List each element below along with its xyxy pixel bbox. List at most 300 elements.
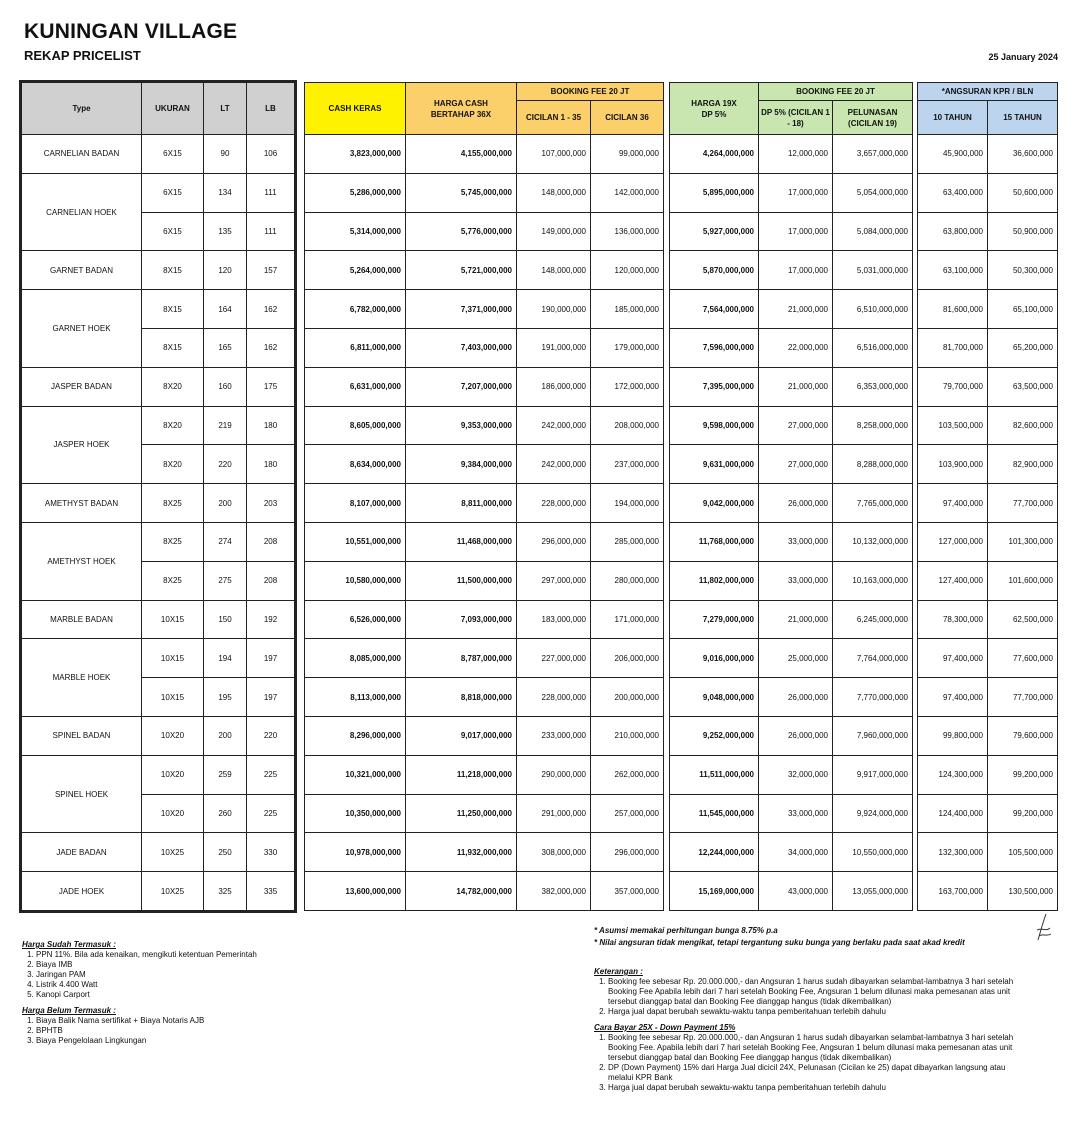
cicilan-1-35-value: 191,000,000 [517,328,591,367]
unit-type: SPINEL HOEK [22,755,142,833]
unit-lb: 220 [247,716,295,755]
dp5-value: 43,000,000 [759,872,833,911]
cicilan-36-value: 120,000,000 [591,251,664,290]
angsuran-15-tahun-value: 77,700,000 [988,484,1058,523]
table-row [305,135,664,174]
angsuran-10-tahun-value: 97,400,000 [918,678,988,717]
dp5-value: 33,000,000 [759,522,833,561]
angsuran-10-tahun-value: 63,100,000 [918,251,988,290]
unit-lb: 111 [247,212,295,251]
cicilan-1-35-value: 228,000,000 [517,484,591,523]
list-item: 1. Biaya Balik Nama sertifikat + Biaya Notaris AJB [36,1016,322,1026]
unit-type: JASPER HOEK [22,406,142,484]
angsuran-15-tahun-value: 62,500,000 [988,600,1058,639]
angsuran-10-tahun-value: 45,900,000 [918,135,988,174]
included-list [22,950,322,1000]
unit-lt: 275 [204,561,247,600]
list-item: 3. Biaya Pengelolaan Lingkungan [36,1036,322,1046]
unit-type: MARBLE HOEK [22,639,142,717]
cicilan-1-35-value: 186,000,000 [517,367,591,406]
table-row [22,639,295,678]
cicilan-36-value: 200,000,000 [591,678,664,717]
unit-type: GARNET HOEK [22,290,142,368]
table-row [670,639,913,678]
table-row [670,561,913,600]
table-row [670,406,913,445]
pelunasan-value: 10,550,000,000 [833,833,913,872]
harga-cash-bertahap-value: 8,811,000,000 [406,484,517,523]
table-row [918,794,1058,833]
unit-ukuran: 10X15 [142,678,204,717]
angsuran-15-tahun-value: 82,600,000 [988,406,1058,445]
terms-section [594,967,1024,1093]
cicilan-1-35-value: 291,000,000 [517,794,591,833]
angsuran-10-tahun-value: 103,900,000 [918,445,988,484]
cash-keras-value: 8,634,000,000 [305,445,406,484]
cicilan-1-35-value: 290,000,000 [517,755,591,794]
dp5-value: 32,000,000 [759,755,833,794]
pelunasan-value: 10,163,000,000 [833,561,913,600]
unit-lt: 259 [204,755,247,794]
table-row [918,833,1058,872]
cicilan-1-35-value: 308,000,000 [517,833,591,872]
unit-lb: 197 [247,639,295,678]
unit-lb: 197 [247,678,295,717]
cicilan-1-35-value: 107,000,000 [517,135,591,174]
cash-keras-value: 6,811,000,000 [305,328,406,367]
cash-keras-value: 8,107,000,000 [305,484,406,523]
dp5-value: 33,000,000 [759,561,833,600]
header-ukuran: UKURAN [142,83,204,135]
pelunasan-value: 5,054,000,000 [833,173,913,212]
table-row [305,367,664,406]
unit-lt: 250 [204,833,247,872]
angsuran-10-tahun-value: 97,400,000 [918,639,988,678]
table-row [305,484,664,523]
angsuran-10-tahun-value: 124,400,000 [918,794,988,833]
table-row [22,600,295,639]
harga-19x-value: 9,016,000,000 [670,639,759,678]
keterangan-list [594,977,1024,1017]
pelunasan-value: 10,132,000,000 [833,522,913,561]
cash-keras-value: 5,314,000,000 [305,212,406,251]
unit-lb: 225 [247,794,295,833]
cicilan-36-value: 357,000,000 [591,872,664,911]
table-row [670,173,913,212]
table-row [670,212,913,251]
harga-cash-bertahap-value: 11,932,000,000 [406,833,517,872]
unit-lt: 219 [204,406,247,445]
unit-lt: 325 [204,872,247,911]
angsuran-15-tahun-value: 101,600,000 [988,561,1058,600]
unit-ukuran: 10X15 [142,639,204,678]
dp5-value: 33,000,000 [759,794,833,833]
angsuran-15-tahun-value: 63,500,000 [988,367,1058,406]
unit-lt: 194 [204,639,247,678]
table-row [670,833,913,872]
angsuran-15-tahun-value: 50,900,000 [988,212,1058,251]
cash-keras-value: 10,978,000,000 [305,833,406,872]
unit-ukuran: 10X15 [142,600,204,639]
angsuran-15-tahun-value: 82,900,000 [988,445,1058,484]
unit-lb: 330 [247,833,295,872]
angsuran-15-tahun-value: 77,700,000 [988,678,1058,717]
pelunasan-value: 9,924,000,000 [833,794,913,833]
harga-cash-bertahap-value: 5,721,000,000 [406,251,517,290]
signature-mark [1034,912,1054,944]
table-row [670,678,913,717]
list-item: 5. Kanopi Carport [36,990,322,1000]
unit-lb: 162 [247,290,295,329]
angsuran-15-tahun-value: 50,600,000 [988,173,1058,212]
unit-ukuran: 8X20 [142,445,204,484]
harga-19x-value: 5,927,000,000 [670,212,759,251]
unit-lt: 135 [204,212,247,251]
harga-19x-value: 4,264,000,000 [670,135,759,174]
cash-keras-value: 8,085,000,000 [305,639,406,678]
harga-19x-value: 11,802,000,000 [670,561,759,600]
unit-spec-table [21,82,295,911]
table-row [670,794,913,833]
unit-type: AMETHYST HOEK [22,522,142,600]
angsuran-15-tahun-value: 130,500,000 [988,872,1058,911]
list-item: 1. Booking fee sebesar Rp. 20.000.000,- dan Angsuran 1 harus sudah dibayarkan selambat-lambatnya 3 hari setelah Booking Fee Apabila lebih dari 7 hari setelah Booking Fee, Angsuran 1 belum dilunasi maka pemesanan atas unit tersebut dianggap batal dan Booking Fee dianggap hangus (tidak dikembalikan) [608,977,1024,1007]
cicilan-36-value: 280,000,000 [591,561,664,600]
pelunasan-value: 6,245,000,000 [833,600,913,639]
table-row [305,600,664,639]
unit-type: JADE HOEK [22,872,142,911]
unit-lt: 160 [204,367,247,406]
table-row [22,406,295,445]
cicilan-36-value: 206,000,000 [591,639,664,678]
harga-19x-value: 15,169,000,000 [670,872,759,911]
harga-cash-bertahap-value: 11,500,000,000 [406,561,517,600]
header-10-tahun: 10 TAHUN [918,101,988,135]
unit-ukuran: 8X25 [142,561,204,600]
unit-ukuran: 8X15 [142,251,204,290]
unit-type: MARBLE BADAN [22,600,142,639]
cicilan-36-value: 171,000,000 [591,600,664,639]
unit-ukuran: 8X20 [142,367,204,406]
angsuran-15-tahun-value: 99,200,000 [988,755,1058,794]
cicilan-36-value: 257,000,000 [591,794,664,833]
assumption-notes [594,926,1034,948]
excluded-heading: Harga Belum Termasuk : [22,1006,116,1015]
header-type: Type [22,83,142,135]
unit-type: JASPER BADAN [22,367,142,406]
angsuran-10-tahun-value: 127,400,000 [918,561,988,600]
included-heading: Harga Sudah Termasuk : [22,940,116,949]
table-row [918,678,1058,717]
harga-19x-value: 12,244,000,000 [670,833,759,872]
harga-19x-value: 11,511,000,000 [670,755,759,794]
cicilan-1-35-value: 242,000,000 [517,445,591,484]
table-row [918,367,1058,406]
unit-type: AMETHYST BADAN [22,484,142,523]
angsuran-15-tahun-value: 101,300,000 [988,522,1058,561]
table-row [22,251,295,290]
header-15-tahun: 15 TAHUN [988,101,1058,135]
table-row [670,716,913,755]
cara-bayar-list [594,1033,1024,1093]
cicilan-36-value: 208,000,000 [591,406,664,445]
page-title: KUNINGAN VILLAGE [24,20,238,43]
document-date: 25 January 2024 [988,52,1058,62]
cicilan-1-35-value: 382,000,000 [517,872,591,911]
table-row [918,290,1058,329]
cicilan-1-35-value: 297,000,000 [517,561,591,600]
angsuran-15-tahun-value: 79,600,000 [988,716,1058,755]
table-row [305,872,664,911]
cash-keras-value: 5,264,000,000 [305,251,406,290]
dp5-value: 17,000,000 [759,173,833,212]
cash-keras-value: 5,286,000,000 [305,173,406,212]
cash-keras-value: 10,580,000,000 [305,561,406,600]
angsuran-10-tahun-value: 132,300,000 [918,833,988,872]
harga-19x-value: 11,768,000,000 [670,522,759,561]
unit-ukuran: 6X15 [142,212,204,251]
dp5-value: 21,000,000 [759,367,833,406]
harga-19x-value: 5,895,000,000 [670,173,759,212]
table-row [918,406,1058,445]
angsuran-10-tahun-value: 103,500,000 [918,406,988,445]
harga-19x-value: 7,596,000,000 [670,328,759,367]
harga-19x-value: 9,598,000,000 [670,406,759,445]
unit-lt: 200 [204,484,247,523]
angsuran-10-tahun-value: 97,400,000 [918,484,988,523]
angsuran-10-tahun-value: 78,300,000 [918,600,988,639]
angsuran-10-tahun-value: 124,300,000 [918,755,988,794]
unit-lt: 134 [204,173,247,212]
table-row [305,716,664,755]
angsuran-10-tahun-value: 63,800,000 [918,212,988,251]
table-row [670,135,913,174]
list-item: 3. Jaringan PAM [36,970,322,980]
cicilan-36-value: 172,000,000 [591,367,664,406]
table-row [918,639,1058,678]
pelunasan-value: 7,770,000,000 [833,678,913,717]
cicilan-1-35-value: 149,000,000 [517,212,591,251]
angsuran-10-tahun-value: 63,400,000 [918,173,988,212]
cicilan-36-value: 262,000,000 [591,755,664,794]
header-harga-19x: HARGA 19X DP 5% [670,83,759,135]
dp5-value: 17,000,000 [759,251,833,290]
pelunasan-value: 13,055,000,000 [833,872,913,911]
cicilan-36-value: 185,000,000 [591,290,664,329]
harga-19x-value: 5,870,000,000 [670,251,759,290]
cicilan-1-35-value: 148,000,000 [517,173,591,212]
cicilan-1-35-value: 242,000,000 [517,406,591,445]
table-row [22,290,295,329]
unit-lb: 106 [247,135,295,174]
angsuran-10-tahun-value: 79,700,000 [918,367,988,406]
unit-lb: 162 [247,328,295,367]
unit-ukuran: 10X25 [142,833,204,872]
table-row [670,600,913,639]
table-row [918,251,1058,290]
unit-type: CARNELIAN HOEK [22,173,142,251]
harga-cash-bertahap-value: 8,787,000,000 [406,639,517,678]
table-row [22,135,295,174]
table-row [305,833,664,872]
unit-lt: 220 [204,445,247,484]
unit-lt: 150 [204,600,247,639]
angsuran-10-tahun-value: 81,600,000 [918,290,988,329]
table-row [305,561,664,600]
angsuran-15-tahun-value: 105,500,000 [988,833,1058,872]
cash-keras-value: 8,296,000,000 [305,716,406,755]
pelunasan-value: 8,288,000,000 [833,445,913,484]
unit-lb: 157 [247,251,295,290]
list-item: 2. BPHTB [36,1026,322,1036]
table-row [918,212,1058,251]
unit-type: JADE BADAN [22,833,142,872]
table-row [22,367,295,406]
harga-19x-value: 7,279,000,000 [670,600,759,639]
dp5-value: 26,000,000 [759,484,833,523]
header-angsuran-kpr: *ANGSURAN KPR / BLN [918,83,1058,101]
harga-19x-value: 9,631,000,000 [670,445,759,484]
cicilan-36-value: 136,000,000 [591,212,664,251]
harga-cash-bertahap-value: 9,017,000,000 [406,716,517,755]
harga-19x-value: 9,042,000,000 [670,484,759,523]
excluded-list [22,1016,322,1046]
angsuran-15-tahun-value: 77,600,000 [988,639,1058,678]
unit-ukuran: 10X20 [142,755,204,794]
unit-lb: 208 [247,561,295,600]
table-row [670,755,913,794]
pelunasan-value: 5,084,000,000 [833,212,913,251]
harga-19x-value: 9,048,000,000 [670,678,759,717]
harga-cash-bertahap-value: 7,371,000,000 [406,290,517,329]
cara-bayar-heading: Cara Bayar 25X - Down Payment 15% [594,1023,736,1032]
unit-lb: 208 [247,522,295,561]
harga-cash-bertahap-value: 4,155,000,000 [406,135,517,174]
unit-lb: 203 [247,484,295,523]
cicilan-1-35-value: 183,000,000 [517,600,591,639]
harga-cash-bertahap-value: 9,384,000,000 [406,445,517,484]
cash-keras-value: 6,782,000,000 [305,290,406,329]
cicilan-36-value: 237,000,000 [591,445,664,484]
unit-lb: 180 [247,445,295,484]
table-row [22,833,295,872]
cash-keras-value: 6,631,000,000 [305,367,406,406]
table-row [22,522,295,561]
table-row [670,290,913,329]
cicilan-1-35-value: 148,000,000 [517,251,591,290]
unit-ukuran: 10X25 [142,872,204,911]
pelunasan-value: 7,960,000,000 [833,716,913,755]
dp5-value: 27,000,000 [759,445,833,484]
header-lt: LT [204,83,247,135]
table-row [305,522,664,561]
cash-keras-value: 6,526,000,000 [305,600,406,639]
page-subtitle: REKAP PRICELIST [24,48,141,63]
list-item: 2. DP (Down Payment) 15% dari Harga Jual dicicil 24X, Pelunasan (Cicilan ke 25) dapat dibayarkan langsung atau melalui KPR Bank [608,1063,1024,1083]
table-row [918,561,1058,600]
header-lb: LB [247,83,295,135]
unit-ukuran: 8X15 [142,328,204,367]
harga-cash-bertahap-value: 11,250,000,000 [406,794,517,833]
cash-keras-value: 8,113,000,000 [305,678,406,717]
dp5-value: 22,000,000 [759,328,833,367]
table-row [305,406,664,445]
harga-19x-value: 11,545,000,000 [670,794,759,833]
table-row [918,173,1058,212]
pelunasan-value: 7,764,000,000 [833,639,913,678]
harga-cash-bertahap-value: 8,818,000,000 [406,678,517,717]
cash-keras-value: 8,605,000,000 [305,406,406,445]
table-row [305,794,664,833]
dp-price-table [669,82,913,911]
list-item: 2. Harga jual dapat berubah sewaktu-waktu tanpa pemberitahuan terlebih dahulu [608,1007,1024,1017]
table-row [918,872,1058,911]
pelunasan-value: 6,516,000,000 [833,328,913,367]
angsuran-15-tahun-value: 65,200,000 [988,328,1058,367]
unit-ukuran: 10X20 [142,716,204,755]
unit-lt: 165 [204,328,247,367]
table-row [305,445,664,484]
table-row [670,445,913,484]
cicilan-36-value: 142,000,000 [591,173,664,212]
table-row [918,755,1058,794]
harga-cash-bertahap-value: 9,353,000,000 [406,406,517,445]
harga-cash-bertahap-value: 7,403,000,000 [406,328,517,367]
header-cicilan-36: CICILAN 36 [591,101,664,135]
angsuran-15-tahun-value: 65,100,000 [988,290,1058,329]
table-row [22,716,295,755]
unit-lt: 195 [204,678,247,717]
table-row [918,716,1058,755]
cicilan-1-35-value: 227,000,000 [517,639,591,678]
list-item: 2. Biaya IMB [36,960,322,970]
harga-cash-bertahap-value: 11,468,000,000 [406,522,517,561]
unit-lt: 164 [204,290,247,329]
angsuran-15-tahun-value: 99,200,000 [988,794,1058,833]
cash-price-table [304,82,664,911]
list-item: 3. Harga jual dapat berubah sewaktu-waktu tanpa pemberitahuan terlebih dahulu [608,1083,1024,1093]
header-pelunasan: PELUNASAN (CICILAN 19) [833,101,913,135]
table-row [918,522,1058,561]
angsuran-10-tahun-value: 127,000,000 [918,522,988,561]
dp5-value: 21,000,000 [759,290,833,329]
pelunasan-value: 7,765,000,000 [833,484,913,523]
table-row [305,251,664,290]
table-row [670,872,913,911]
header-booking-fee-2: BOOKING FEE 20 JT [759,83,913,101]
pelunasan-value: 6,510,000,000 [833,290,913,329]
unit-ukuran: 10X20 [142,794,204,833]
unit-lb: 335 [247,872,295,911]
unit-type: SPINEL BADAN [22,716,142,755]
table-row [305,328,664,367]
harga-cash-bertahap-value: 14,782,000,000 [406,872,517,911]
cash-keras-value: 13,600,000,000 [305,872,406,911]
table-row [22,173,295,212]
cicilan-1-35-value: 228,000,000 [517,678,591,717]
pelunasan-value: 3,657,000,000 [833,135,913,174]
unit-lb: 192 [247,600,295,639]
harga-cash-bertahap-value: 11,218,000,000 [406,755,517,794]
list-item: 4. Listrik 4.400 Watt [36,980,322,990]
dp5-value: 27,000,000 [759,406,833,445]
header-booking-fee-1: BOOKING FEE 20 JT [517,83,664,101]
table-row [918,484,1058,523]
cicilan-36-value: 296,000,000 [591,833,664,872]
pelunasan-value: 8,258,000,000 [833,406,913,445]
unit-ukuran: 8X25 [142,522,204,561]
pelunasan-value: 9,917,000,000 [833,755,913,794]
